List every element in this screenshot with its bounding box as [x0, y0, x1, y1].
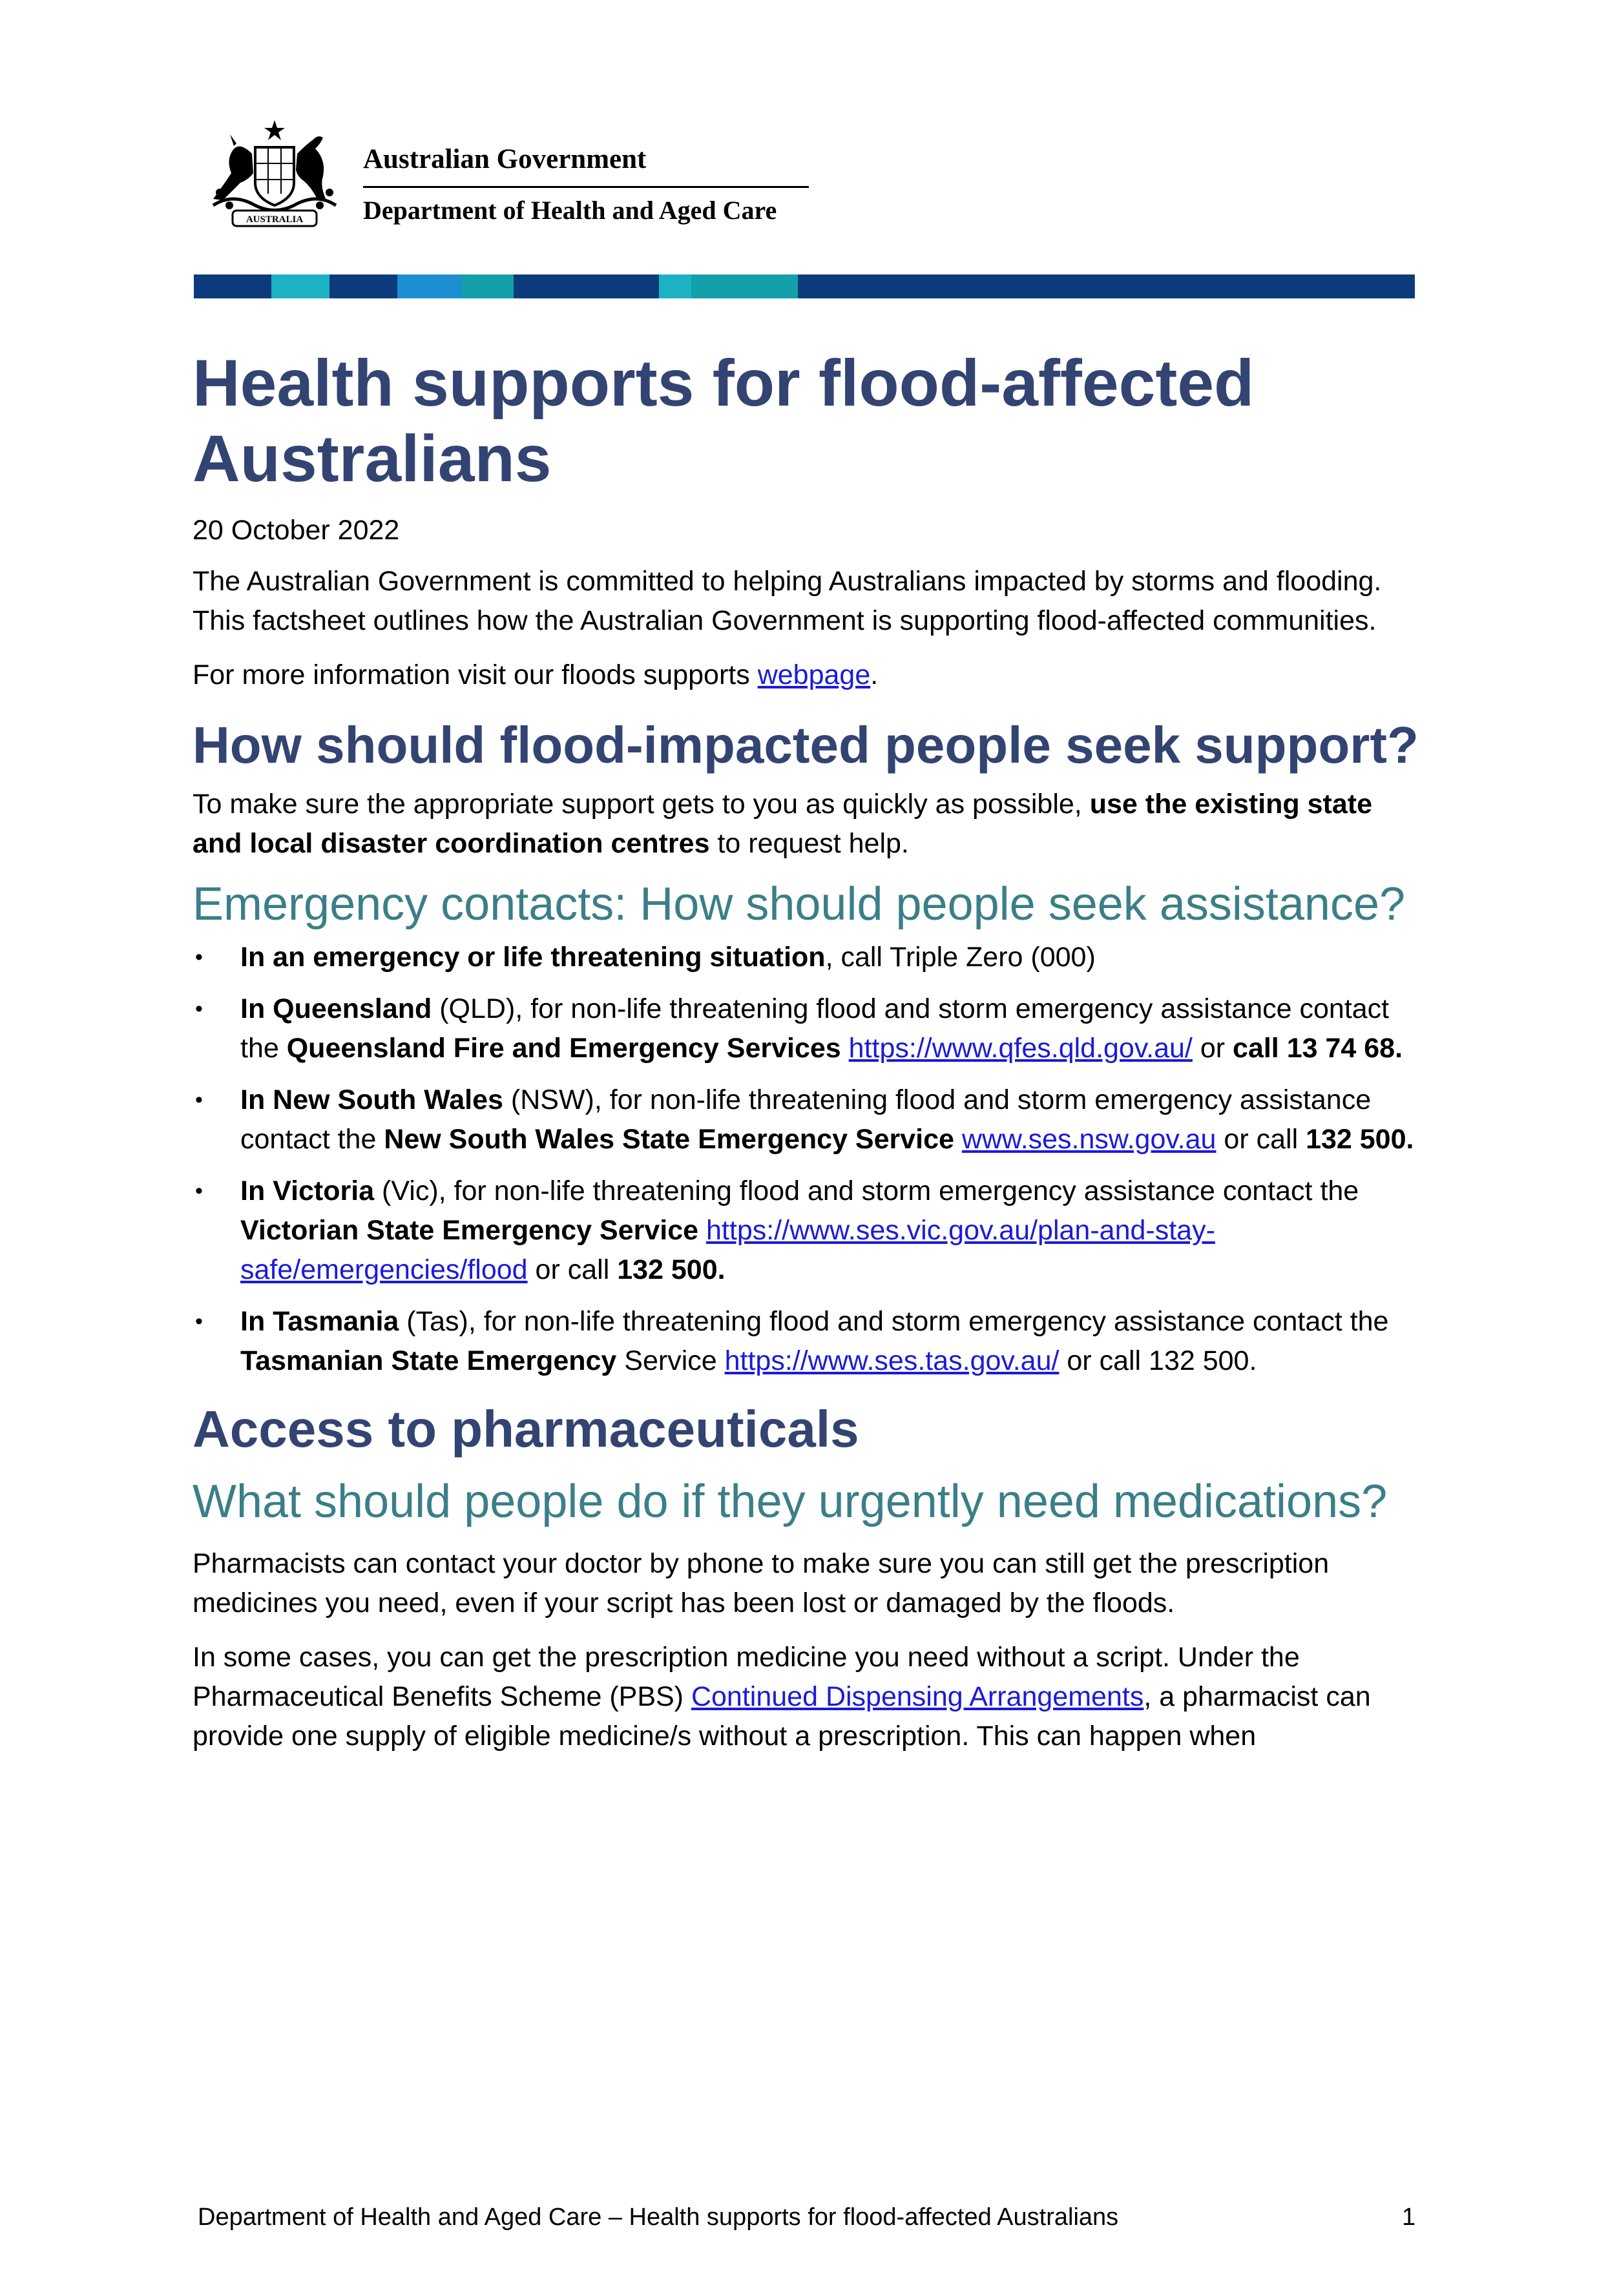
item-phone: call 13 74 68. [1233, 1033, 1403, 1064]
item-space [841, 1033, 849, 1064]
dispensing-suffix: , a pharmacist can provide one supply of eligible medicine/s without a prescription. This can happen when [193, 1681, 1371, 1752]
pharmacists-paragraph: Pharmacists can contact your doctor by phone to make sure you can still get the prescription medicines you need, even if your script has been lost or damaged by the floods. [193, 1548, 1330, 1619]
item-agency: Tasmanian State Emergency [240, 1345, 617, 1376]
document-date: 20 October 2022 [193, 515, 400, 546]
support-text: To make sure the appropriate support gets to you as quickly as possible, [193, 789, 1090, 820]
list-item [193, 1172, 1420, 1290]
band-segment [691, 274, 798, 298]
item-text: (QLD), for non-life threatening flood and storm emergency assistance contact the [240, 993, 1390, 1064]
band-segment [462, 274, 514, 298]
emergency-contacts-heading: Emergency contacts: How should people seek assistance? [193, 878, 1406, 930]
item-space [698, 1215, 706, 1246]
item-bold: In Victoria [240, 1175, 375, 1206]
webpage-link[interactable]: webpage [757, 659, 871, 690]
continued-dispensing-link[interactable]: Continued Dispensing Arrangements [691, 1681, 1144, 1712]
item-text: or [1192, 1033, 1233, 1064]
crest-scroll-text: AUSTRALIA [245, 214, 304, 225]
support-heading: How should flood-impacted people seek support? [193, 716, 1419, 774]
support-paragraph [193, 785, 1420, 864]
intro-paragraph: The Australian Government is committed to helping Australians impacted by storms and flooding. This factsheet outlines how the Australian Government is supporting flood-affected communities. [193, 566, 1382, 636]
more-info-text: For more information visit our floods supports [193, 659, 758, 690]
pharmaceuticals-heading: Access to pharmaceuticals [193, 1400, 859, 1458]
urgent-medications-heading: What should people do if they urgently need medications? [193, 1476, 1388, 1527]
item-text: or call [527, 1254, 618, 1285]
item-bold: In New South Wales [240, 1084, 503, 1115]
support-bold-text: use the existing state and local disaster coordination centres [193, 789, 1373, 859]
government-name: Australian Government [363, 144, 647, 174]
department-name: Department of Health and Aged Care [363, 196, 777, 225]
nsw-ses-link[interactable]: www.ses.nsw.gov.au [961, 1124, 1216, 1155]
list-item [193, 989, 1420, 1068]
band-segment [798, 274, 1415, 298]
list-item [193, 938, 1420, 977]
vic-ses-link[interactable]: https://www.ses.vic.gov.au/plan-and-stay-safe/emergencies/flood [240, 1215, 1215, 1285]
bullet-icon: • [195, 1088, 203, 1112]
band-segment [194, 274, 271, 298]
bullet-icon: • [195, 945, 203, 969]
item-bold: In an emergency or life threatening situation [240, 942, 826, 973]
coat-of-arms-icon [194, 115, 355, 231]
dispensing-paragraph [193, 1638, 1420, 1756]
band-segment [514, 274, 659, 298]
item-text: (Tas), for non-life threatening flood and storm emergency assistance contact the [399, 1306, 1389, 1337]
item-agency: Queensland Fire and Emergency Services [286, 1033, 841, 1064]
bullet-icon: • [195, 997, 203, 1021]
tas-ses-link[interactable]: https://www.ses.tas.gov.au/ [724, 1345, 1060, 1376]
item-text: Service [616, 1345, 725, 1376]
item-text: (Vic), for non-life threatening flood and storm emergency assistance contact the [374, 1175, 1359, 1206]
support-suffix: to request help. [709, 828, 909, 859]
item-text: , call Triple Zero (000) [825, 942, 1096, 973]
item-bold: In Queensland [240, 993, 432, 1024]
more-info-paragraph [193, 656, 1420, 695]
list-item [193, 1081, 1420, 1159]
bullet-icon: • [195, 1309, 203, 1334]
item-text: (NSW), for non-life threatening flood and storm emergency assistance contact the [240, 1084, 1372, 1155]
band-segment [329, 274, 397, 298]
footer-text: Department of Health and Aged Care – Health supports for flood-affected Australians [198, 2204, 1119, 2231]
item-bold: In Tasmania [240, 1306, 399, 1337]
item-text: or call [1216, 1124, 1306, 1155]
item-space [954, 1124, 962, 1155]
more-info-suffix: . [870, 659, 879, 690]
page-title: Health supports for flood-affected Australians [193, 346, 1255, 495]
item-text: or call 132 500. [1059, 1345, 1257, 1376]
emergency-contacts-list [193, 938, 1420, 1381]
band-segment [271, 274, 329, 298]
bullet-icon: • [195, 1179, 203, 1203]
page-number: 1 [1402, 2204, 1416, 2231]
band-segment [397, 274, 462, 298]
dispensing-text: In some cases, you can get the prescription medicine you need without a script. Under the Pharmaceutical Benefits Scheme (PBS) [193, 1642, 1300, 1712]
item-phone: 132 500. [1306, 1124, 1414, 1155]
item-agency: Victorian State Emergency Service [240, 1215, 699, 1246]
header-divider [363, 186, 809, 188]
decorative-colour-band [194, 274, 1415, 298]
item-agency: New South Wales State Emergency Service [384, 1124, 954, 1155]
main-content [193, 346, 1420, 1756]
item-phone: 132 500. [617, 1254, 726, 1285]
list-item [193, 1302, 1420, 1381]
band-segment [659, 274, 691, 298]
qfes-link[interactable]: https://www.qfes.qld.gov.au/ [848, 1033, 1193, 1064]
